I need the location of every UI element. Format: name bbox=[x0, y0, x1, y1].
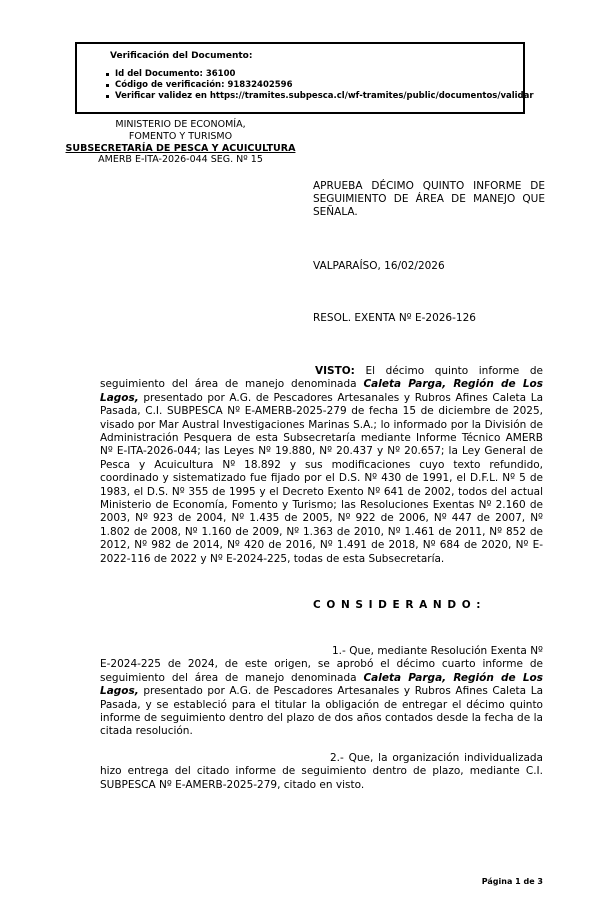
considerando-paragraph-1 bbox=[100, 645, 543, 739]
text-run: presentado por A.G. de Pescadores Artesanales y Rubros Afines Caleta La Pasada, y se estableció para el titular la obligación de entregar el décimo quinto informe de seguimiento dentro del plazo de dos años contados desde la fecha de la citada resolución. bbox=[100, 685, 543, 738]
text-run: presentado por A.G. de Pescadores Artesanales y Rubros Afines Caleta La Pasada, C.I. SUBPESCA Nº E-AMERB-2025-279 de fecha 15 de diciembre de 2025, visado por Mar Austral Investigaciones Marinas S.A.; lo informado por la División de Administración Pesquera de esta Subsecretaría mediante Informe Técnico AMERB Nº E-ITA-2026-044; las Leyes Nº 19.880, Nº 20.437 y Nº 20.657; la Ley General de Pesca y Acuicultura Nº 18.892 y sus modificaciones cuyo texto refundido, coordinado y sistematizado fue fijado por el D.S. Nº 430 de 1991, el D.F.L. Nº 5 de 1983, el D.S. Nº 355 de 1995 y el Decreto Exento Nº 641 de 2002, todos del actual Ministerio de Economía, Fomento y Turismo; las Resoluciones Exentas Nº 2.160 de 2003, Nº 923 de 2004, Nº 1.435 de 2005, Nº 922 de 2006, Nº 447 de 2007, Nº 1.802 de 2008, Nº 1.160 de 2009, Nº 1.363 de 2010, Nº 1.461 de 2011, Nº 852 de 2012, Nº 982 de 2014, Nº 420 de 2016, Nº 1.491 de 2018, Nº 684 de 2020, Nº E-2022-116 de 2022 y Nº E-2024-225, todas de esta Subsecretaría. bbox=[100, 391, 543, 565]
considerando-heading: C O N S I D E R A N D O : bbox=[313, 599, 482, 611]
text-run: El décimo quinto informe de seguimiento del área de manejo denominada bbox=[100, 365, 543, 391]
text-run: VISTO: bbox=[315, 365, 355, 377]
place-date: VALPARAÍSO, 16/02/2026 bbox=[313, 260, 445, 272]
letterhead bbox=[28, 119, 333, 166]
page-number: Página 1 de 3 bbox=[481, 877, 543, 886]
text-run: 1.- Que, mediante Resolución Exenta Nº E-2024-225 de 2024, de este origen, se aprobó el décimo cuarto informe de seguimiento del área de manejo denominada bbox=[100, 645, 543, 684]
ministry-line-2: FOMENTO Y TURISMO bbox=[128, 130, 233, 142]
verification-item: Id del Documento: 36100 bbox=[115, 69, 523, 80]
visto-paragraph bbox=[100, 365, 543, 566]
verification-item: Código de verificación: 91832402596 bbox=[115, 80, 523, 91]
resolution-number: RESOL. EXENTA Nº E-2026-126 bbox=[313, 312, 476, 324]
text-run: Caleta Parga, Región de Los Lagos, bbox=[100, 671, 543, 698]
subject-title: APRUEBA DÉCIMO QUINTO INFORME DE SEGUIMIENTO DE ÁREA DE MANEJO QUE SEÑALA. bbox=[313, 180, 545, 218]
verification-list bbox=[77, 69, 534, 102]
amerb-reference-line: AMERB E-ITA-2026-044 SEG. Nº 15 bbox=[98, 154, 263, 166]
ministry-line-1: MINISTERIO DE ECONOMÍA, bbox=[115, 119, 246, 130]
subsecretaria-line: SUBSECRETARÍA DE PESCA Y ACUICULTURA bbox=[65, 142, 296, 154]
verification-item: Verificar validez en https://tramites.subpesca.cl/wf-tramites/public/documentos/validar bbox=[115, 91, 534, 101]
considerando-paragraph-2 bbox=[100, 752, 543, 792]
verification-box bbox=[75, 42, 534, 114]
verification-title: Verificación del Documento: bbox=[110, 51, 253, 61]
text-run: Caleta Parga, Región de Los Lagos, bbox=[100, 378, 543, 404]
text-run: 2.- Que, la organización individualizada hizo entrega del citado informe de seguimiento dentro de plazo, mediante C.I. SUBPESCA Nº E-AMERB-2025-279, citado en visto. bbox=[100, 752, 543, 791]
